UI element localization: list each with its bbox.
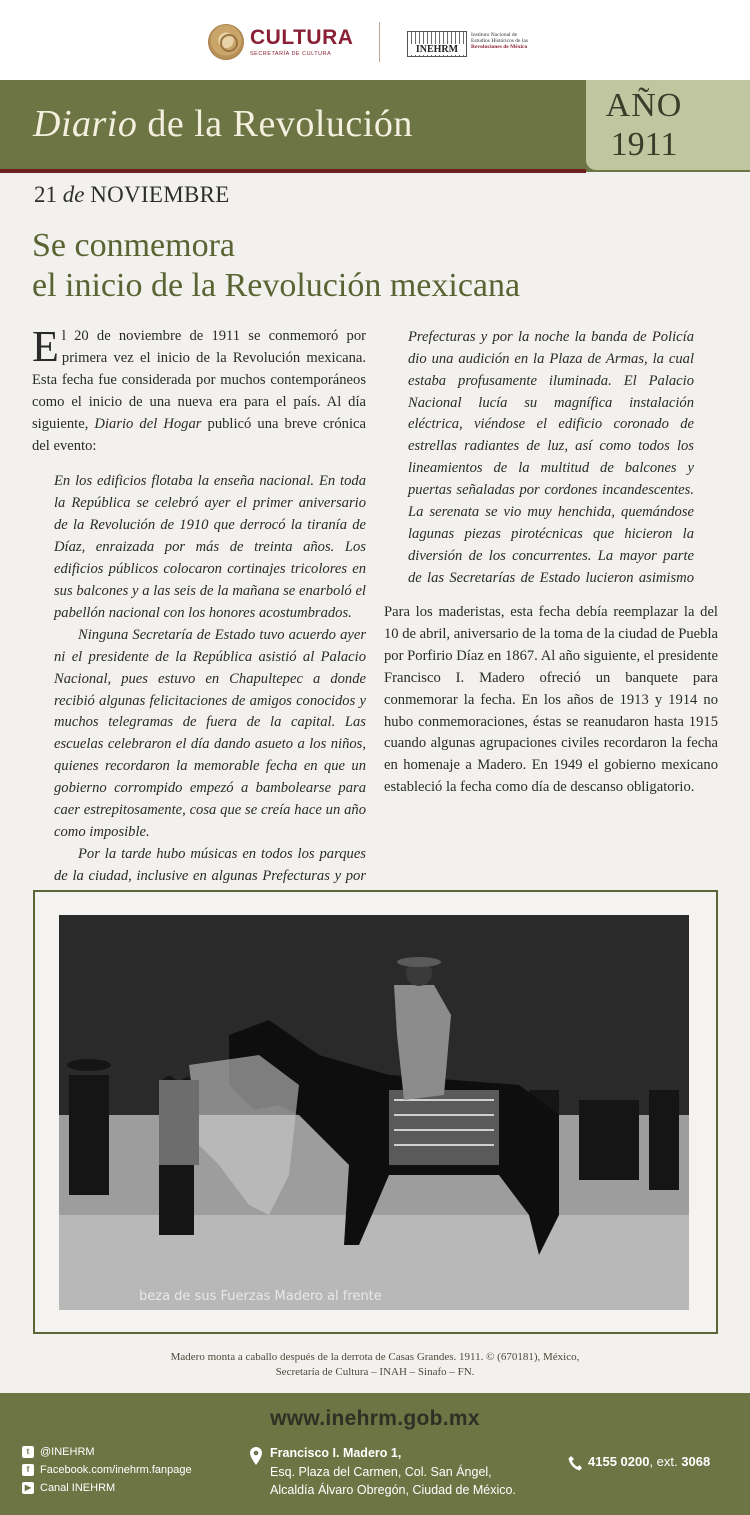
drop-cap: E	[32, 322, 59, 371]
photo-illustration	[59, 915, 689, 1310]
article-headline: Se conmemora el inicio de la Revolución mexicana	[32, 227, 521, 304]
mexico-seal-icon	[208, 24, 244, 60]
social-links	[22, 1443, 192, 1497]
logo-divider	[379, 22, 380, 62]
facebook-icon: f	[22, 1464, 34, 1476]
website-link[interactable]: www.inehrm.gob.mx	[270, 1407, 480, 1430]
youtube-link[interactable]: ▶ Canal INEHRM	[22, 1479, 192, 1497]
entry-date: 21 de NOVIEMBRE	[34, 182, 230, 207]
inehrm-full-name: Instituto Nacional de Estudios Históricos de las Revoluciones de México	[471, 32, 528, 50]
facebook-link[interactable]: f Facebook.com/inehrm.fanpage	[22, 1461, 192, 1479]
quote-paragraph-1: En los edificios flotaba la enseña nacional. En toda la República se celebró ayer el primer aniversario de la Revolución de 1910 que derrocó la tiranía de Díaz, enraizada por más de treinta años. Los edificios públicos colocaron cortinajes tricolores en sus balcones y a las seis de la mañana se enarboló el pabellón nacional con los honores acostumbrados.	[54, 473, 366, 621]
intro-paragraph: El 20 de noviembre de 1911 se conmemoró por primera vez el inicio de la Revolución mexicana. Esta fecha fue considerada por muchos contemporáneos como el inicio de una nueva era para el país. Al día siguiente, Diario del Hogar publicó una breve crónica del evento:	[32, 322, 366, 454]
closing-paragraph: Para los maderistas, esta fecha debía reemplazar la del 10 de abril, aniversario de la toma de la ciudad de Puebla por Porfirio Díaz en 1867. Al año siguiente, el presidente Francisco I. Madero ofreció un banquete para conmemorar la fecha. En los años de 1913 y 1914 no hubo conmemoraciones, éstas se reanudaron hasta 1915 cuando algunas agrupaciones civiles recordaron la fecha en homenaje a Madero. En 1949 el gobierno mexicano estableció la fecha como día de descanso obligatorio.	[384, 604, 718, 796]
location-pin-icon	[250, 1447, 262, 1465]
phone-number: 4155 0200, ext. 3068	[588, 1454, 711, 1469]
quote-paragraph-2: Ninguna Secretaría de Estado tuvo acuerdo ayer ni el presidente de la República asistió al Palacio Nacional, pues estuvo en Chapultepec a donde recibió algunas felicitaciones de amigos conocidos y muchos telegramas de fuera de la capital. Las escuelas celebraron el día dando asueto a los niños, quienes recordaron la memorable fecha en que un gobierno corrompido empezó a bambolearse para caer estrepitosamente, cosa que se creía hace un año como imposible.	[54, 626, 366, 840]
photo-handwriting: beza de sus Fuerzas Madero al frente	[139, 1289, 382, 1304]
quote-paragraph-3-start: Por la tarde hubo músicas en todos los parques de la ciudad, inclusive en algunas Prefecturas y por	[54, 845, 366, 884]
twitter-link[interactable]: t @INEHRM	[22, 1443, 192, 1461]
year-value: 1911	[610, 126, 678, 163]
header-divider	[0, 169, 586, 173]
body-column-right	[384, 327, 718, 807]
series-title: Diario de la Revolución	[33, 103, 413, 145]
body-column-left	[32, 322, 366, 888]
cultura-logo-text: CULTURA	[250, 26, 354, 49]
quote-paragraph-3-continued: Prefecturas y por la noche la banda de Policía dio una audición en la Plaza de Armas, la cual estaba profusamente iluminada. El Palacio Nacional lucía su magnífica instalación eléctrica, viéndose el edificio coronado de estrellas radiantes de luz, así como todos los lineamientos de la multitud de balcones y puertas señaladas por cordones incandescentes. La serenata se vio muy henchida, quemándose lagunas piezas pirotécnicas que hicieron la diversión de los concurrentes. La mayor parte de las Secretarías de Estado lucieron asimismo	[408, 328, 694, 586]
year-label: AÑO	[605, 87, 683, 124]
historical-photo	[59, 915, 689, 1310]
twitter-icon: t	[22, 1446, 34, 1458]
cultura-logo-subtext: SECRETARÍA DE CULTURA	[250, 51, 332, 57]
phone-icon	[568, 1455, 582, 1471]
address: Francisco I. Madero 1, Esq. Plaza del Carmen, Col. San Ángel, Alcaldía Álvaro Obregón, Ciudad de México.	[270, 1446, 516, 1497]
top-logo-bar	[0, 0, 750, 80]
youtube-icon: ▶	[22, 1482, 34, 1494]
inehrm-logo-text: INEHRM	[409, 44, 465, 55]
photo-caption: Madero monta a caballo después de la derrota de Casas Grandes. 1911. © (670181), México, Secretaría de Cultura – INAH – Sinafo – FN.	[170, 1351, 580, 1378]
